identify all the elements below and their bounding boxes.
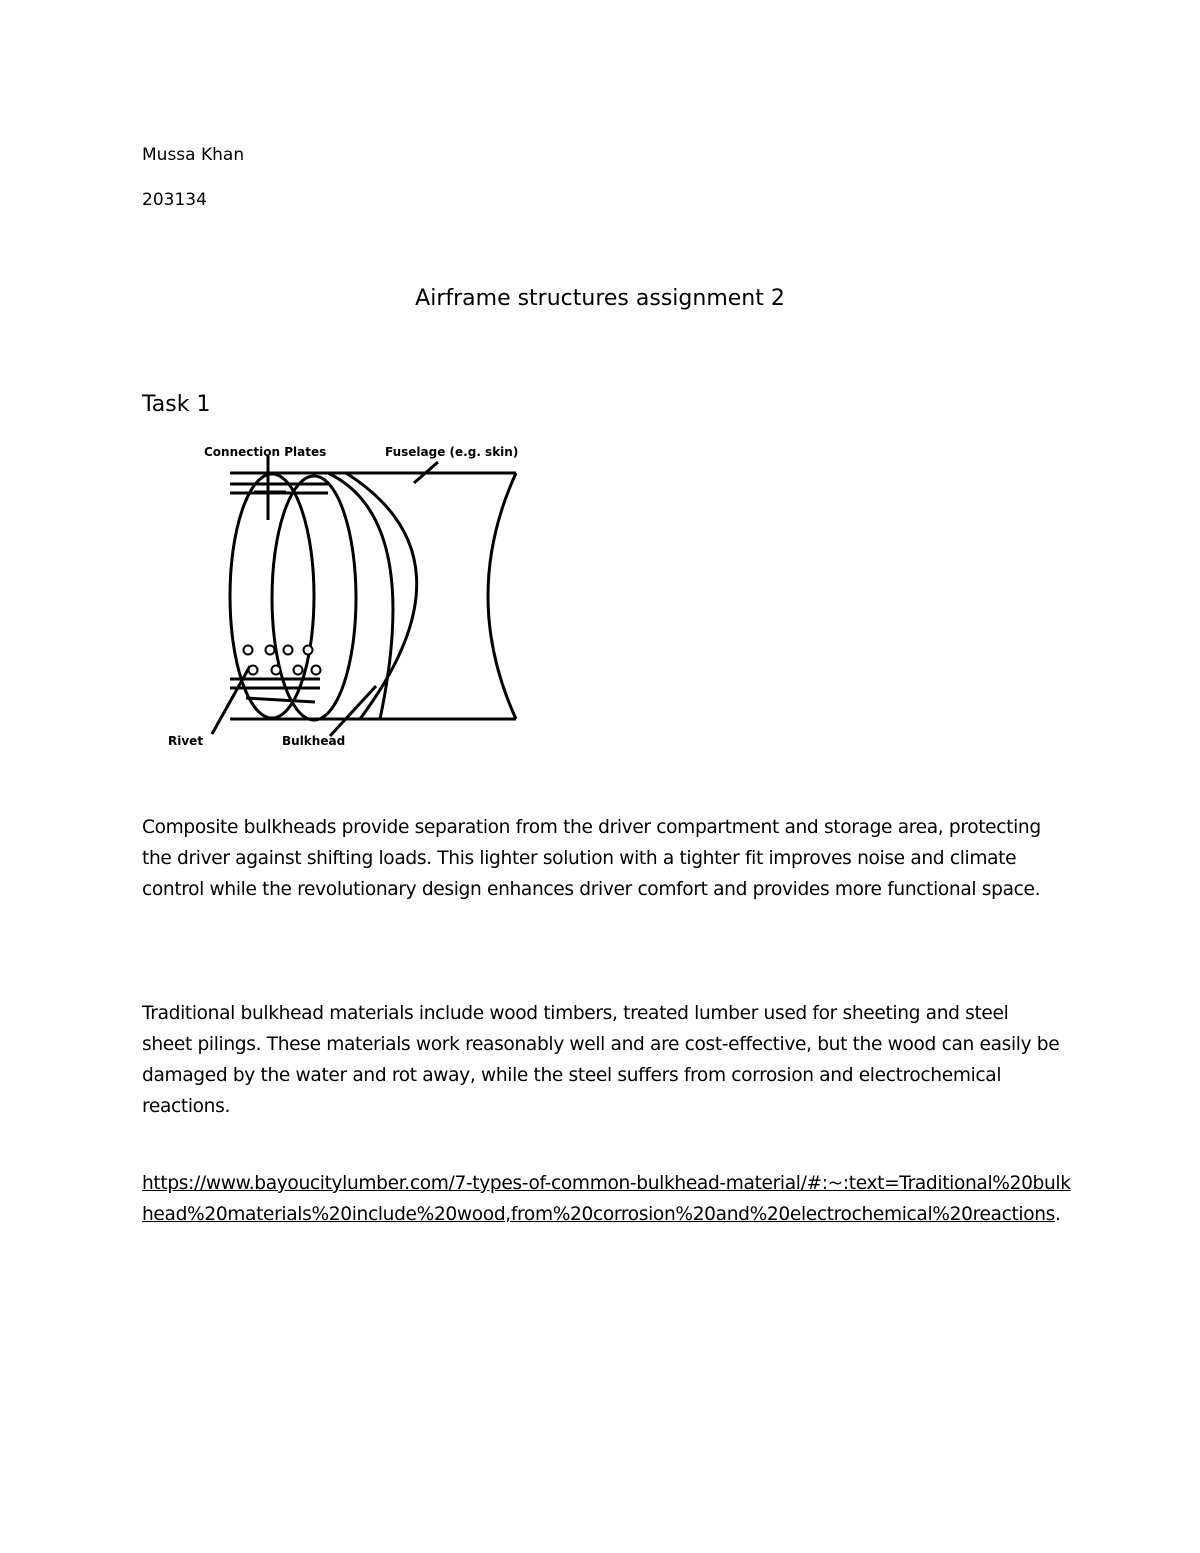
label-connection-plates: Connection Plates — [204, 445, 327, 459]
rivet — [304, 646, 313, 655]
label-rivet: Rivet — [168, 734, 204, 748]
label-bulkhead: Bulkhead — [282, 734, 346, 748]
rivet — [266, 646, 275, 655]
task-heading: Task 1 — [142, 392, 211, 417]
document-title: Airframe structures assignment 2 — [415, 286, 785, 311]
fuselage-end-curve — [488, 473, 516, 719]
connection-plate-line — [246, 698, 315, 702]
author-name: Mussa Khan — [142, 145, 245, 165]
bulkhead-diagram — [160, 438, 530, 758]
rivet — [272, 666, 281, 675]
paragraph-composite-bulkheads: Composite bulkheads provide separation from the driver compartment and storage area, protecting the driver against shifting loads. This lighter solution with a tighter fit improves noise and climate control while the revolutionary design enhances driver comfort and provides more functional space. — [142, 817, 1041, 900]
student-id: 203134 — [142, 190, 207, 210]
rivet — [284, 646, 293, 655]
reference-period: . — [1055, 1204, 1061, 1225]
paragraph-traditional-materials: Traditional bulkhead materials include wood timbers, treated lumber used for sheeting and steel sheet pilings. These materials work reasonably well and are cost-effective, but the wood can easily be damaged by the water and rot away, while the steel suffers from corrosion and electrochemical reactions. — [142, 1003, 1060, 1117]
rivet-pointer — [212, 666, 250, 734]
rivet — [249, 666, 258, 675]
label-fuselage: Fuselage (e.g. skin) — [385, 445, 519, 459]
reference-link[interactable]: https://www.bayoucitylumber.com/7-types-of-common-bulkhead-material/#:~:text=Traditional%20bulkhead%20materials%20include%20wood,from%20corrosion%20and%20electrochemical%20reactions — [142, 1173, 1071, 1225]
bulkhead-pointer — [330, 686, 376, 736]
reference — [142, 1168, 1072, 1230]
rivet — [244, 646, 253, 655]
rivet — [294, 666, 303, 675]
bulkhead-diagram-svg — [160, 438, 530, 758]
rivet — [312, 666, 321, 675]
